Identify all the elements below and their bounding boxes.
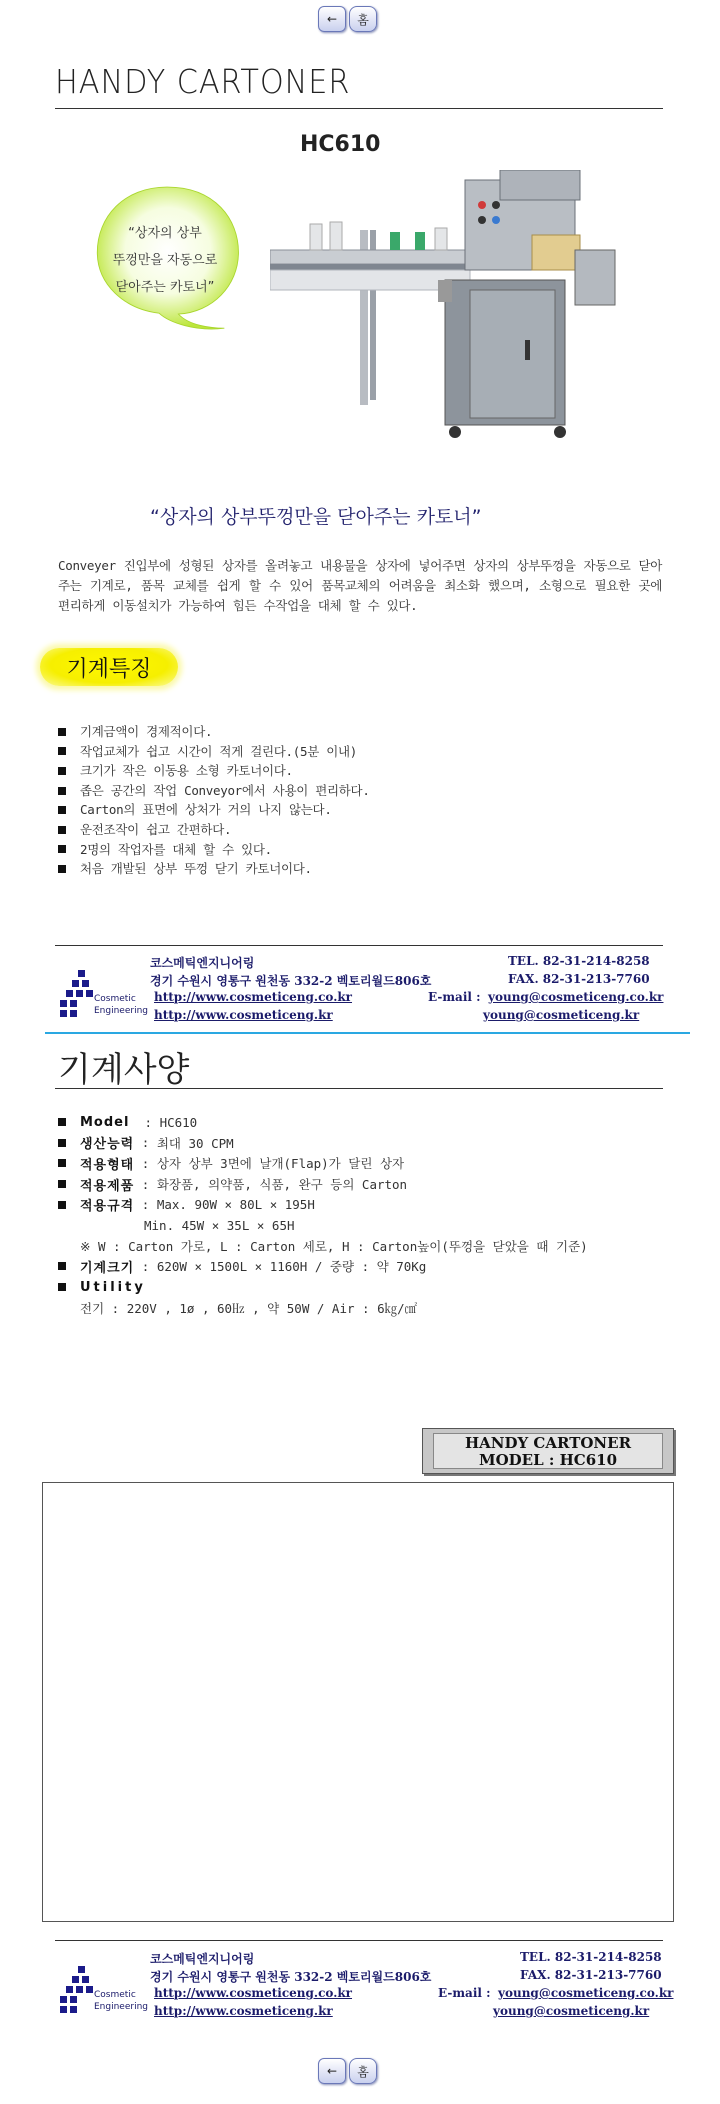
spec-value: Max. 90W × 80L × 195H (156, 1197, 315, 1213)
website-link-2[interactable]: http://www.cosmeticeng.kr (154, 1008, 333, 1022)
spec-row (58, 1297, 588, 1318)
intro-subtitle: “상자의 상부뚜껑만을 닫아주는 카토너” (150, 506, 482, 528)
bullet-icon (58, 787, 66, 795)
bullet-icon (58, 728, 66, 736)
list-item (58, 800, 370, 820)
logo-text-1: Cosmetic (94, 1990, 136, 2000)
bubble-line: “상자의 상부 (128, 226, 202, 241)
features-badge: 기계특징 (40, 648, 178, 686)
home-label: 홈 (357, 12, 369, 27)
bubble-text (90, 220, 240, 301)
feature-text: 운전조작이 쉽고 간편하다. (80, 821, 232, 837)
bullet-icon (58, 747, 66, 755)
spec-key: Model (80, 1114, 130, 1130)
bullet-icon (58, 1139, 66, 1147)
list-item (58, 722, 370, 742)
home-button[interactable] (349, 2058, 377, 2084)
spec-key: 적용형태 (80, 1157, 135, 1173)
feature-text: 좁은 공간의 작업 Conveyor에서 사용이 편리하다. (80, 782, 370, 798)
bullet-icon (58, 1159, 66, 1167)
footer-divider (55, 1940, 663, 1941)
feature-text: 크기가 작은 이동용 소형 카토너이다. (80, 763, 293, 779)
feature-text: 기계금액이 경제적이다. (80, 724, 213, 739)
spec-key: 기계크기 (80, 1260, 135, 1276)
email-link-1[interactable]: young@cosmeticeng.co.kr (488, 990, 664, 1004)
back-arrow-icon: ← (326, 12, 338, 26)
company-fax: FAX. 82-31-213-7760 (508, 972, 650, 986)
logo-text-2: Engineering (94, 2002, 148, 2012)
feature-text: 2명의 작업자를 대체 할 수 있다. (80, 841, 272, 857)
home-label: 홈 (357, 2064, 369, 2079)
company-fax: FAX. 82-31-213-7760 (520, 1968, 662, 1982)
bullet-icon (58, 1118, 66, 1126)
company-footer (58, 948, 688, 1030)
list-item (58, 781, 370, 801)
spec-note (58, 1236, 588, 1257)
company-name: 코스메틱엔지니어링 (150, 956, 255, 970)
bullet-icon (58, 1180, 66, 1188)
spec-value: 화장품, 의약품, 식품, 완구 등의 Carton (156, 1177, 408, 1193)
spec-row (58, 1277, 588, 1298)
spec-row: 적용규격 : Max. 90W × 80L × 195H (58, 1194, 588, 1215)
company-tel: TEL. 82-31-214-8258 (520, 1950, 662, 1964)
media-frame[interactable] (42, 1482, 674, 1922)
machine-photo (270, 170, 640, 455)
logo-text-1: Cosmetic (94, 994, 136, 1004)
list-item (58, 761, 370, 781)
feature-text: 처음 개발된 상부 뚜껑 닫기 카토너이다. (80, 861, 312, 877)
top-nav (318, 6, 378, 32)
website-link-1[interactable]: http://www.cosmeticeng.co.kr (154, 1986, 353, 2000)
website-link-1[interactable]: http://www.cosmeticeng.co.kr (154, 990, 353, 1004)
back-button[interactable] (318, 6, 346, 32)
spec-row: 기계크기 : 620W × 1500L × 1160H / 중량 : 약 70Kg (58, 1256, 588, 1277)
list-item (58, 859, 370, 879)
company-name: 코스메틱엔지니어링 (150, 1952, 255, 1966)
footer-divider (55, 945, 663, 946)
bullet-icon (58, 845, 66, 853)
spec-list (58, 1112, 588, 1318)
list-item (58, 820, 370, 840)
bubble-line: 뚜껑만을 자동으로 (112, 253, 218, 268)
company-address: 경기 수원시 영통구 원천동 332-2 벡토리월드806호 (150, 1970, 432, 1984)
spec-key: 적용제품 (80, 1178, 135, 1194)
email-link-1[interactable]: young@cosmeticeng.co.kr (498, 1986, 674, 2000)
spec-row: 적용형태 : 상자 상부 3면에 날개(Flap)가 달린 상자 (58, 1153, 588, 1174)
company-footer (58, 1944, 688, 2026)
website-link-2[interactable]: http://www.cosmeticeng.kr (154, 2004, 333, 2018)
spec-row: Model : HC610 (58, 1112, 588, 1133)
model-label-box (422, 1428, 674, 1474)
bullet-icon (58, 1201, 66, 1209)
spec-row: 생산능력 : 최대 30 CPM (58, 1133, 588, 1154)
home-button[interactable] (349, 6, 377, 32)
feature-text: 작업교체가 쉽고 시간이 적게 걸린다.(5분 이내) (80, 743, 357, 759)
bullet-icon (58, 806, 66, 814)
bubble-line: 닫아주는 카토너” (115, 280, 215, 295)
email-link-2[interactable]: young@cosmeticeng.kr (493, 2004, 650, 2018)
email-label: E-mail : (428, 990, 481, 1004)
page-title: HANDY CARTONER (55, 62, 351, 101)
spec-key: 적용규격 (80, 1199, 135, 1215)
spec-value: 상자 상부 3면에 날개(Flap)가 달린 상자 (156, 1156, 405, 1172)
list-item (58, 840, 370, 860)
spec-row (58, 1215, 588, 1236)
logo-text-2: Engineering (94, 1006, 148, 1016)
spec-note-text: ※ W : Carton 가로, L : Carton 세로, H : Carton높이(뚜껑을 닫았을 때 기준) (80, 1238, 588, 1254)
spec-value: 전기 : 220V , 1ø , 60㎐ , 약 50W / Air : 6㎏/㎠ (80, 1300, 418, 1316)
bullet-icon (58, 1262, 66, 1270)
spec-value: 최대 30 CPM (156, 1135, 234, 1151)
features-list (58, 722, 370, 879)
bullet-icon (58, 1283, 66, 1291)
company-address: 경기 수원시 영통구 원천동 332-2 벡토리월드806호 (150, 974, 432, 988)
spec-value: HC610 (159, 1114, 198, 1130)
back-arrow-icon: ← (326, 2064, 338, 2078)
section-divider (45, 1032, 690, 1034)
model-box-line-2: MODEL : HC610 (478, 1451, 618, 1469)
spec-key: 생산능력 (80, 1137, 135, 1153)
company-tel: TEL. 82-31-214-8258 (508, 954, 650, 968)
feature-text: Carton의 표면에 상처가 거의 나지 않는다. (80, 802, 332, 818)
spec-key: Utility (80, 1279, 146, 1295)
title-divider (55, 108, 663, 109)
bullet-icon (58, 865, 66, 873)
email-link-2[interactable]: young@cosmeticeng.kr (483, 1008, 640, 1022)
spec-divider (55, 1088, 663, 1089)
model-box-line-1: HANDY CARTONER (464, 1434, 632, 1452)
spec-value: Min. 45W × 35L × 65H (144, 1217, 295, 1233)
model-name: HC610 (300, 132, 381, 157)
spec-value: 620W × 1500L × 1160H / 중량 : 약 70Kg (156, 1259, 427, 1275)
spec-heading: 기계사양 (58, 1050, 190, 1090)
bullet-icon (58, 826, 66, 834)
spec-row: 적용제품 : 화장품, 의약품, 식품, 완구 등의 Carton (58, 1174, 588, 1195)
intro-description: Conveyer 진입부에 성형된 상자를 올려놓고 내용물을 상자에 넣어주면 상자의 상부뚜껑을 자동으로 닫아주는 기계로, 품목 교체를 쉽게 할 수 있어 품목교체의 어려움을 최소화 했으며, 소형으로 필요한 곳에 편리하게 이동설치가 가능하여 힘든 수작업을 대체 할 수 있다. (58, 558, 662, 613)
back-button[interactable] (318, 2058, 346, 2084)
bullet-icon (58, 767, 66, 775)
email-label: E-mail : (438, 1986, 491, 2000)
list-item (58, 742, 370, 762)
bottom-nav (318, 2058, 378, 2084)
